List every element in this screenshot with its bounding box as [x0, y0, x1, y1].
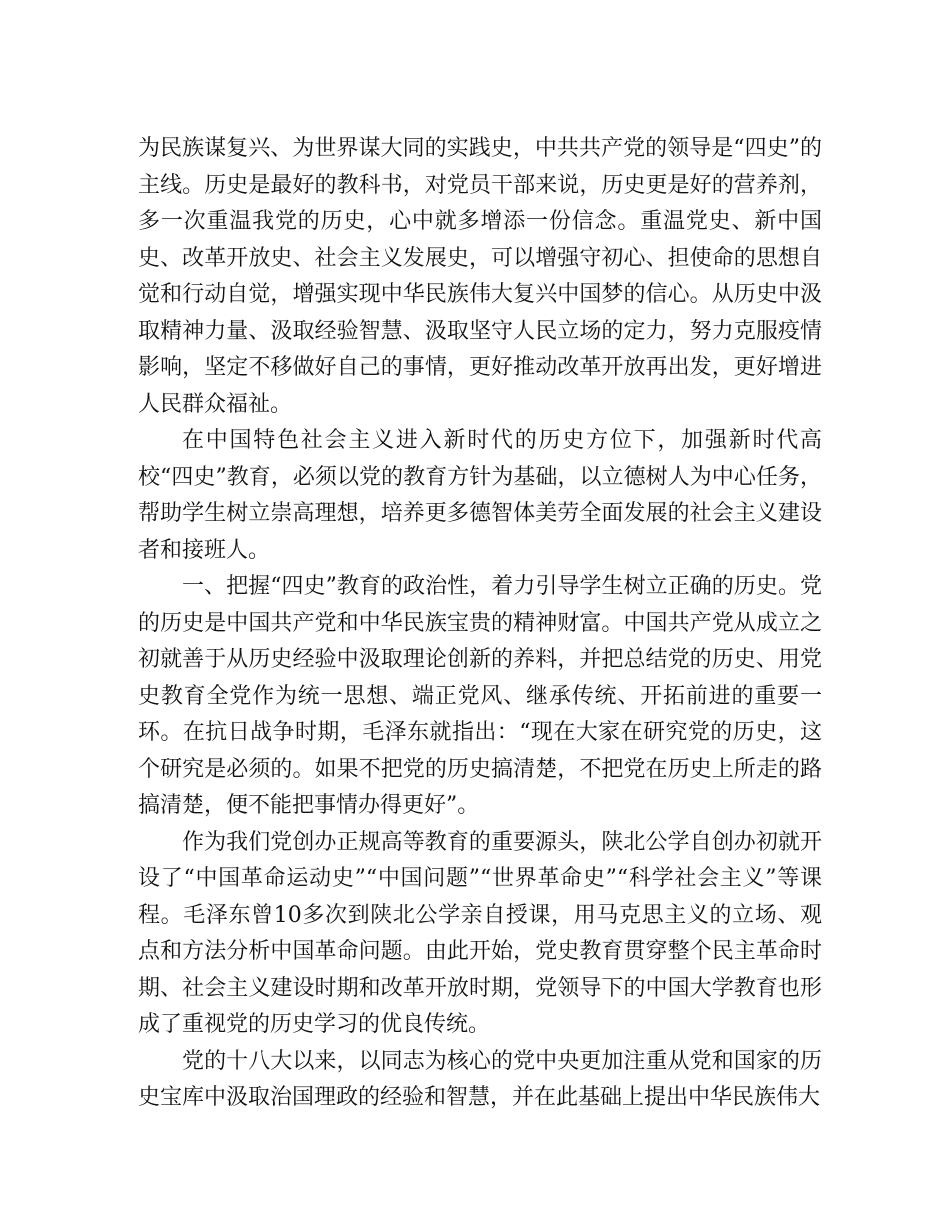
paragraph-section-one: 一、把握“四史”教育的政治性，着力引导学生树立正确的历史。党的历史是中国共产党和中华民族宝贵的精神财富。中国共产党从成立之初就善于从历史经验中汲取理论创新的养料，并把总结党的历史、用党史教育全党作为统一思想、端正党风、继承传统、开拓前进的重要一环。在抗日战争时期，毛泽东就指出：“现在大家在研究党的历史，这个研究是必须的。如果不把党的历史搞清楚，不把党在历史上所走的路搞清楚，便不能把事情办得更好”。 — [138, 574, 822, 818]
paragraph-continuation: 为民族谋复兴、为世界谋大同的实践史，中共共产党的领导是“四史”的主线。历史是最好的教科书，对党员干部来说，历史更是好的营养剂，多一次重温我党的历史，心中就多增添一份信念。重温党史、新中国史、改革开放史、社会主义发展史，可以增强守初心、担使命的思想自觉和行动自觉，增强实现中华民族伟大复兴中国梦的信心。从历史中汲取精神力量、汲取经验智慧、汲取坚守人民立场的定力，努力克服疫情影响，坚定不移做好自己的事情，更好推动改革开放再出发，更好增进人民群众福祉。 — [138, 136, 822, 417]
paragraph-shaanbei-public-school: 作为我们党创办正规高等教育的重要源头，陕北公学自创办初就开设了“中国革命运动史”“中国问题”“世界革命史”“科学社会主义”等课程。毛泽东曾10多次到陕北公学亲自授课，用马克思主义的立场、观点和方法分析中国革命问题。由此开始，党史教育贯穿整个民主革命时期、社会主义建设时期和改革开放时期，党领导下的中国大学教育也形成了重视党的历史学习的优良传统。 — [138, 829, 822, 1037]
document-body — [138, 131, 822, 1117]
paragraph-new-era-education: 在中国特色社会主义进入新时代的历史方位下，加强新时代高校“四史”教育，必须以党的教育方针为基础，以立德树人为中心任务，帮助学生树立崇高理想，培养更多德智体美劳全面发展的社会主义建设者和接班人。 — [138, 428, 822, 563]
paragraph-eighteenth-congress: 党的十八大以来，以同志为核心的党中央更加注重从党和国家的历史宝库中汲取治国理政的经验和智慧，并在此基础上提出中华民族伟大 — [138, 1048, 822, 1110]
